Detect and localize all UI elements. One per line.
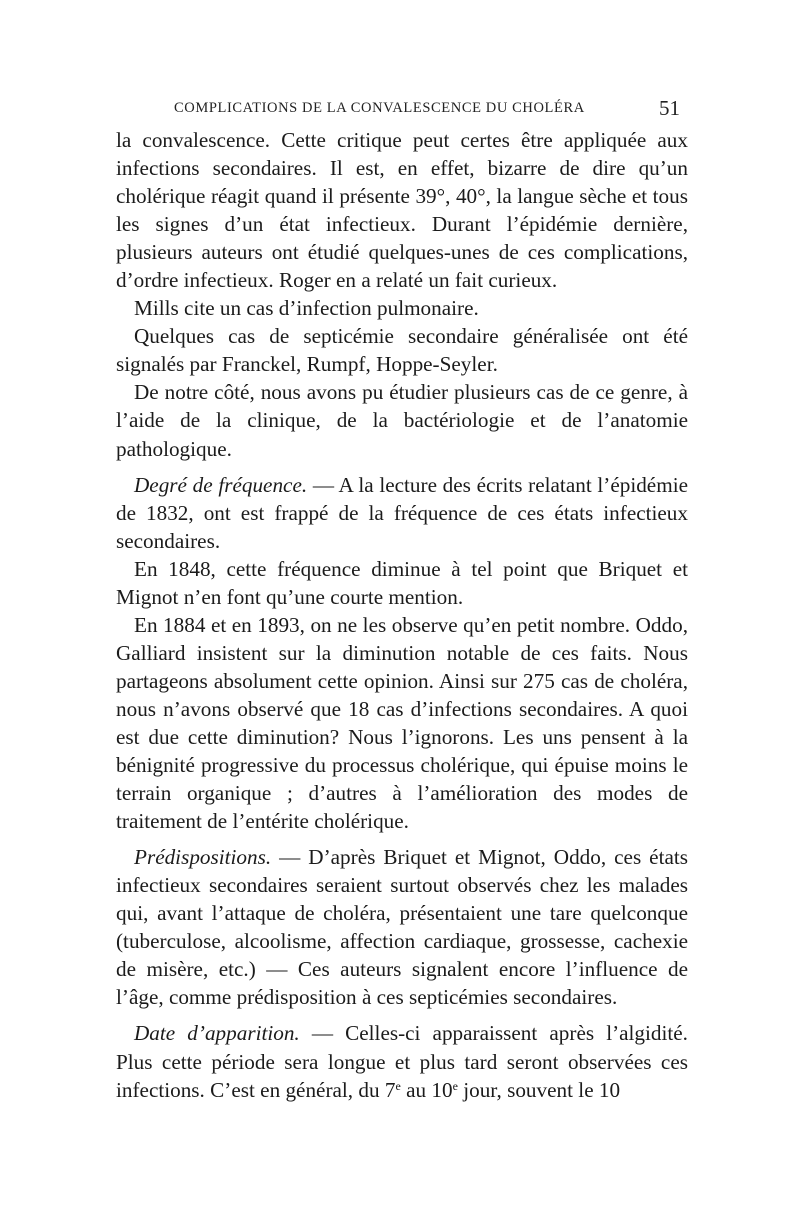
paragraph-text: la convalescence. Cette critique peut certes être appliquée aux infections secondaires. Il est, en effet, bizarre de dire qu’un cholérique réagit quand il présente 39°, 40°, la langue sèche et tous les signes d’un état infectieux. Durant l’épidémie dernière, plusieurs auteurs ont étudié quelques-unes de ces complications, d’ordre infectieux. Roger en a relaté un fait curieux. (116, 128, 688, 293)
running-header (112, 96, 688, 122)
paragraph-text: — Celles-ci apparaissent après l’algidité. Plus cette période sera longue et plus tard seront observées ces infections. C’est en général, du 7 (116, 1021, 688, 1102)
paragraph-text: En 1884 et en 1893, on ne les observe qu’en petit nombre. Oddo, Galliard insistent sur la diminution notable de ces faits. Nous partageons absolument cette opinion. Ainsi sur 275 cas de choléra, nous n’avons observé que 18 cas d’infections secondaires. A quoi est due cette diminution? Nous l’ignorons. Les uns pensent à la bénignité progressive du processus cholérique, qui épuise moins le terrain organique ; d’autres à l’amélioration des modes de traitement de l’entérite cholérique. (116, 612, 688, 834)
running-title: COMPLICATIONS DE LA CONVALESCENCE DU CHOLÉRA (174, 100, 585, 116)
paragraph (116, 378, 688, 462)
paragraph (116, 322, 688, 378)
paragraph-text: En 1848, cette fréquence diminue à tel point que Briquet et Mignot n’en font qu’une courte mention. (116, 556, 688, 609)
paragraph (116, 471, 688, 555)
page-number: 51 (659, 96, 680, 120)
paragraph (116, 843, 688, 1011)
paragraph (116, 611, 688, 835)
ordinal-superscript: e (452, 1078, 458, 1093)
section-gap (116, 463, 688, 471)
section-gap (116, 1011, 688, 1019)
section-heading: Date d’apparition. (134, 1021, 300, 1046)
section-heading: Degré de fréquence. (134, 472, 308, 497)
paragraph (116, 126, 688, 294)
body-text (116, 126, 688, 1104)
paragraph (116, 555, 688, 611)
section-heading: Prédispositions. (134, 845, 272, 870)
paragraph (116, 294, 688, 322)
paragraph-text: Quelques cas de septicémie secondaire généralisée ont été signalés par Franckel, Rumpf, Hoppe-Seyler. (116, 324, 688, 377)
ordinal-superscript: e (395, 1078, 401, 1093)
paragraph (116, 1019, 688, 1103)
paragraph-text: Mills cite un cas d’infection pulmonaire. (134, 296, 479, 321)
paragraph-text: — A la lecture des écrits relatant l’épidémie de 1832, ont est frappé de la fréquence de ces états infectieux secondaires. (116, 472, 688, 553)
section-gap (116, 835, 688, 843)
paragraph-text: jour, souvent le 10 (457, 1077, 621, 1102)
paragraph-text: De notre côté, nous avons pu étudier plusieurs cas de ce genre, à l’aide de la clinique, de la bactériologie et de l’anatomie pathologique. (116, 380, 688, 461)
paragraph-text: — D’après Briquet et Mignot, Oddo, ces états infectieux secondaires seraient surtout observés chez les malades qui, avant l’attaque de choléra, présentaient une tare quelconque (tuberculose, alcoolisme, affection cardiaque, grossesse, cachexie de misère, etc.) — Ces auteurs signalent encore l’influence de l’âge, comme prédisposition à ces septicémies secondaires. (116, 845, 688, 1010)
paragraph-text: au 10 (400, 1077, 453, 1102)
